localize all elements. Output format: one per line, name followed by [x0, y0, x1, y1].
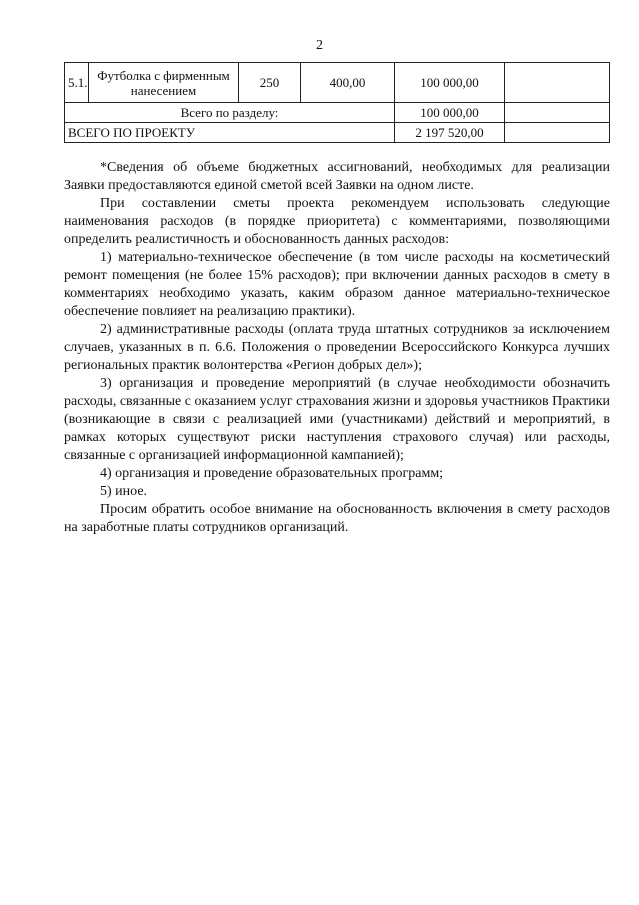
- closing-paragraph: Просим обратить особое внимание на обоснованность включения в смету расходов на заработные платы сотрудников организаций.: [64, 502, 610, 535]
- item-name: Футболка с фирменным нанесением: [89, 63, 239, 103]
- project-total-sum: 2 197 520,00: [395, 123, 505, 143]
- list-item: 2) административные расходы (оплата труда штатных сотрудников за исключением случаев, указанных в п. 6.6. Положения о проведении Всероссийского Конкурса лучших региональных практик волонтерства «Регион добрых дел»);: [64, 322, 610, 373]
- item-price: 400,00: [301, 63, 395, 103]
- section-total-note: [505, 103, 610, 123]
- project-total-row: [65, 123, 610, 143]
- section-total-label: Всего по разделу:: [65, 103, 395, 123]
- project-total-label: ВСЕГО ПО ПРОЕКТУ: [65, 123, 395, 143]
- item-sum: 100 000,00: [395, 63, 505, 103]
- budget-table: [64, 62, 610, 143]
- list-item: 4) организация и проведение образовательных программ;: [100, 466, 444, 481]
- page-number: 2: [316, 38, 323, 53]
- project-total-note: [505, 123, 610, 143]
- recommendation-paragraph: При составлении сметы проекта рекомендуем использовать следующие наименования расходов (в порядке приоритета) с комментариями, позволяющими определить реалистичность и обоснованность данных расходов:: [64, 196, 610, 247]
- body-text: [64, 159, 610, 537]
- item-quantity: 250: [239, 63, 301, 103]
- table-row: [65, 63, 610, 103]
- item-note: [505, 63, 610, 103]
- list-item: 3) организация и проведение мероприятий (в случае необходимости обозначить расходы, связанные с оказанием услуг страхования жизни и здоровья участников Практики (возникающие в связи с реализацией ими (участниками) действий и мероприятий, в рамках которых существуют риски наступления страхового случая) или расходы, связанные с организацией информационной кампанией);: [64, 376, 610, 463]
- item-number: 5.1.: [65, 63, 89, 103]
- section-total-row: [65, 103, 610, 123]
- footnote-paragraph: *Сведения об объеме бюджетных ассигнований, необходимых для реализации Заявки предоставляются единой сметой всей Заявки на одном листе.: [64, 160, 610, 193]
- section-total-sum: 100 000,00: [395, 103, 505, 123]
- list-item: 1) материально-техническое обеспечение (в том числе расходы на косметический ремонт помещения (не более 15% расходов); при включении данных расходов в смету в комментариях необходимо указать, каким образом данное материально-техническое обеспечение повлияет на реализацию практики).: [64, 250, 610, 319]
- list-item: 5) иное.: [100, 484, 148, 499]
